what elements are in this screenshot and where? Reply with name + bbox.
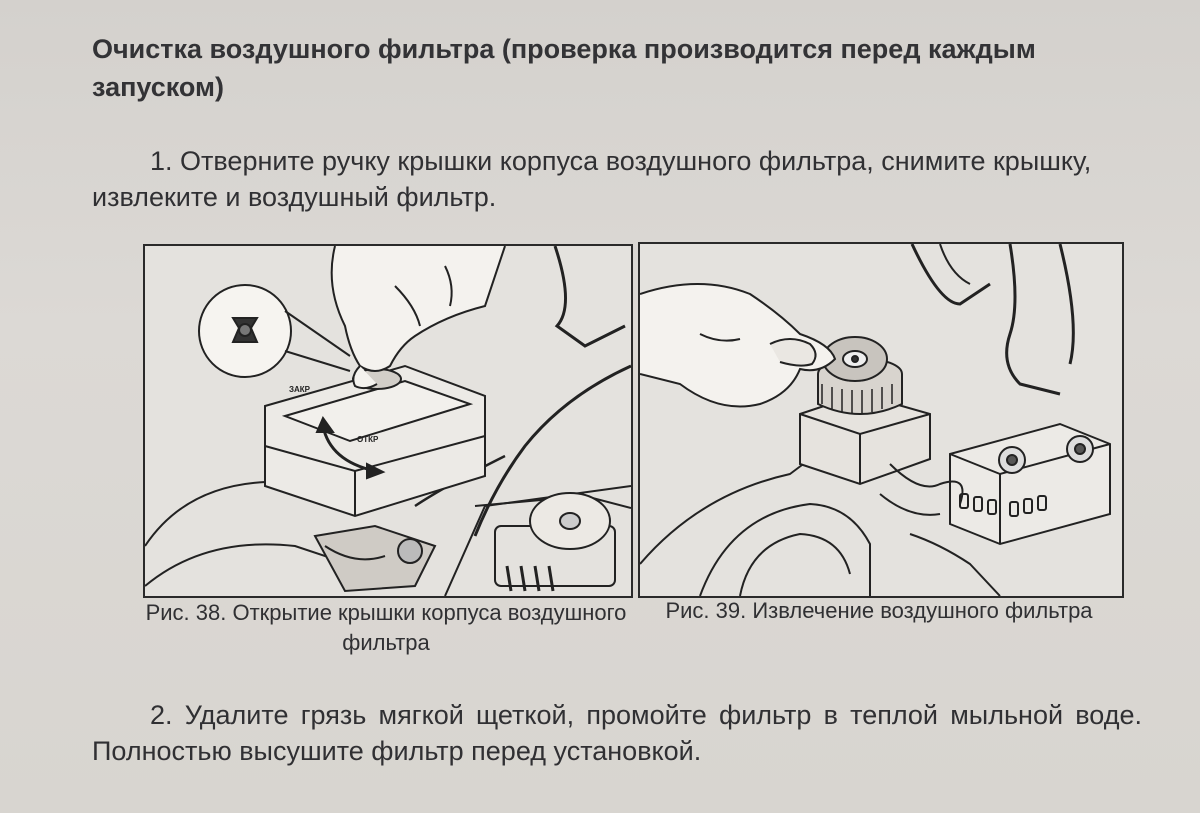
step-2-text: 2. Удалите грязь мягкой щеткой, промойте фильтр в теплой мыльной воде. Полностью высушите фильтр перед установкой.	[92, 700, 1142, 766]
label-open: ОТКР	[357, 435, 379, 444]
figure-38-caption: Рис. 38. Открытие крышки корпуса воздушного фильтра	[145, 600, 627, 655]
step-1-text: 1. Отверните ручку крышки корпуса воздушного фильтра, снимите крышку, извлеките и воздушный фильтр.	[92, 146, 1092, 212]
figure-39-caption: Рис. 39. Извлечение воздушного фильтра	[665, 598, 1093, 623]
section-title: Очистка воздушного фильтра (проверка производится перед каждым запуском)	[92, 34, 1036, 102]
label-close: ЗАКР	[289, 385, 311, 394]
figure-39-illustration	[638, 242, 1124, 598]
figure-38-illustration	[143, 244, 633, 598]
